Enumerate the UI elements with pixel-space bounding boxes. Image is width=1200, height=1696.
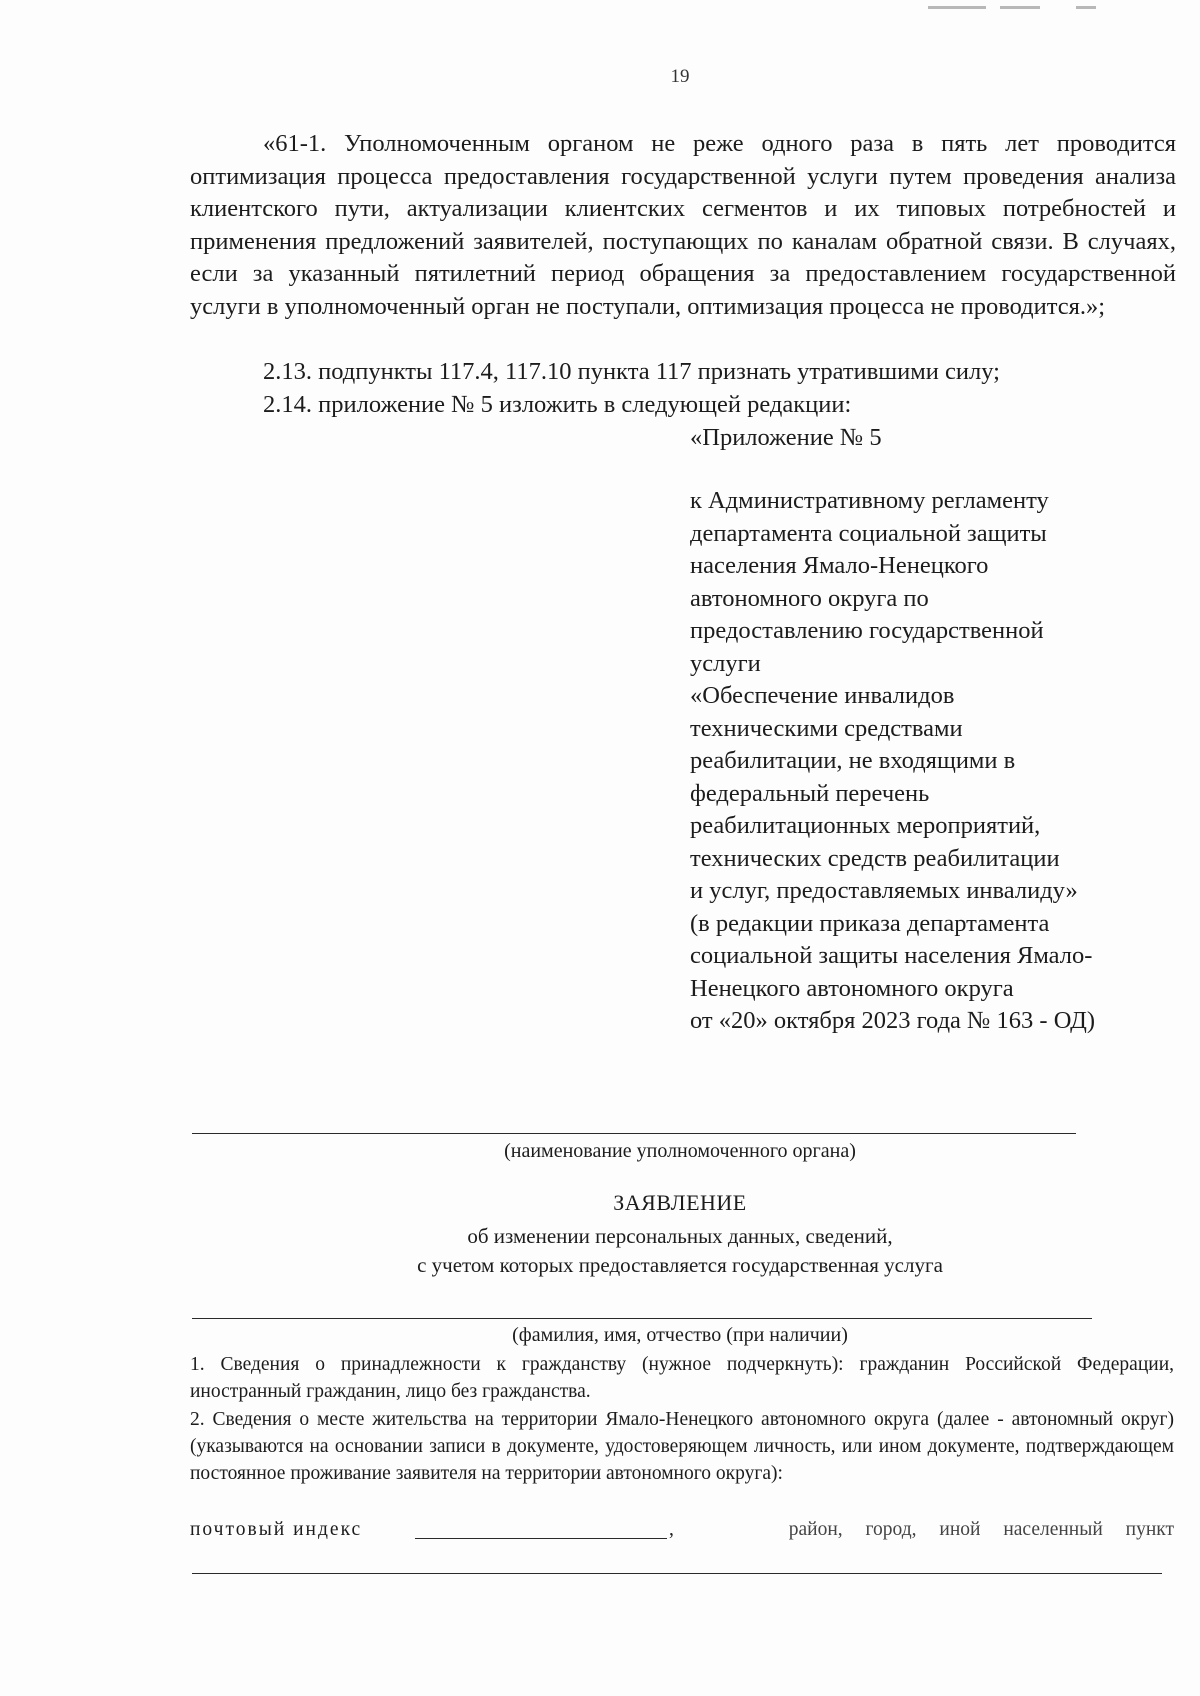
paragraph-61-1: «61-1. Уполномоченным органом не реже одного раза в пять лет проводится оптимизация процесса предоставления государственной услуги путем проведения анализа клиентского пути, актуализации клиентских сегментов и их типовых потребностей и применения предложений заявителей, поступающих по каналам обратной связи. В случаях, если за указанный пятилетний период обращения за предоставлением государственной услуги в уполномоченный орган не поступали, оптимизация процесса не проводится.»;	[190, 130, 1176, 320]
fio-caption: (фамилия, имя, отчество (при наличии)	[512, 1324, 848, 1346]
address-row	[190, 1516, 1174, 1544]
separator-comma: ,	[669, 1519, 674, 1540]
locality-line	[192, 1573, 1162, 1574]
org-name-line	[192, 1133, 1076, 1134]
appendix-title: «Приложение № 5	[690, 424, 882, 451]
form-title: ЗАЯВЛЕНИЕ	[613, 1190, 747, 1215]
locality-label: район, город, иной населенный пункт	[788, 1519, 1174, 1540]
citizenship-item: 1. Сведения о принадлежности к гражданству (нужное подчеркнуть): гражданин Российской Федерации, иностранный гражданин, лицо без гражданства.	[190, 1354, 1174, 1402]
form-subtitle: об изменении персональных данных, сведений, с учетом которых предоставляется государственная услуга	[417, 1224, 943, 1277]
fio-line	[192, 1318, 1092, 1319]
page-number: 19	[670, 66, 690, 87]
postal-code-blank	[415, 1538, 667, 1539]
scan-artifact	[1000, 6, 1040, 9]
item-2-13: 2.13. подпункты 117.4, 117.10 пункта 117 признать утратившими силу;	[263, 358, 1000, 385]
residence-item: 2. Сведения о месте жительства на территории Ямало-Ненецкого автономного округа (далее - автономный округ) (указываются на основании записи в документе, удостоверяющем личность, или ином документе, подтверждающем постоянное проживание заявителя на территории автономного округа):	[190, 1409, 1174, 1484]
scan-artifact	[1076, 6, 1096, 9]
org-name-caption: (наименование уполномоченного органа)	[504, 1140, 856, 1162]
postal-code-label: почтовый индекс	[190, 1519, 363, 1540]
appendix-header-text: к Административному регламенту департамента социальной защиты населения Ямало-Ненецкого автономного округа по предоставлению государственной услуги «Обеспечение инвалидов техническими средствами реабилитации, не входящими в федеральный перечень реабилитационных мероприятий, технических средств реабилитации и услуг, предоставляемых инвалиду» (в редакции приказа департамента социальной защиты населения Ямало- Ненецкого автономного округа от «20» октября 2023 года № 163 - ОД)	[690, 487, 1096, 1034]
scan-artifact	[928, 6, 986, 9]
item-2-14: 2.14. приложение № 5 изложить в следующей редакции:	[263, 391, 852, 418]
